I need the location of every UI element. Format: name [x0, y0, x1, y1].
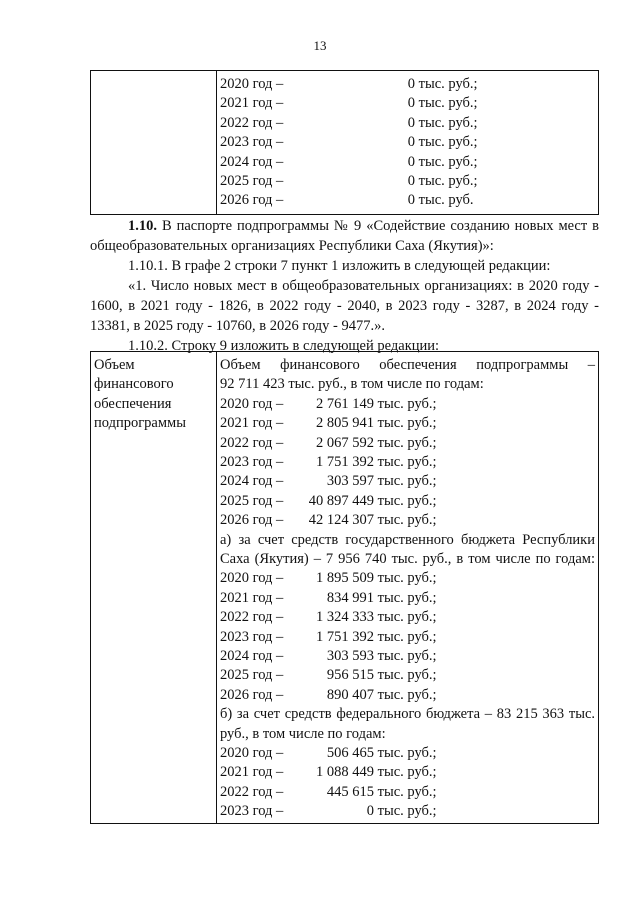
amount-unit: тыс. руб.; [418, 153, 478, 170]
amount-value: 2 761 149 [316, 395, 374, 412]
year-amount-row [220, 191, 595, 210]
amount-unit: тыс. руб.; [418, 172, 478, 189]
year-amount-row [220, 686, 595, 705]
amount-unit: тыс. руб.; [377, 783, 437, 800]
year-label: 2022 год – [220, 609, 284, 626]
year-label: 2022 год – [220, 114, 284, 131]
year-amount-row [220, 802, 595, 821]
amount-value: 1 751 392 [316, 628, 374, 645]
year-label: 2023 год – [220, 453, 284, 470]
amount-value: 0 [407, 134, 415, 151]
amount-value: 42 124 307 [308, 512, 374, 529]
financing-table-continuation [90, 70, 599, 215]
year-label: 2021 год – [220, 95, 284, 112]
amount-value: 1 324 333 [316, 609, 374, 626]
year-label: 2021 год – [220, 589, 284, 606]
amount-value: 0 [407, 95, 415, 112]
paragraph-new-places: «1. Число новых мест в общеобразовательных организациях: в 2020 году - 1600, в 2021 году - 1826, в 2022 году - 2040, в 2023 году - 3287, в 2024 году - 13381, в 2025 году - 10760, в 2026 году - 9477.». [90, 278, 599, 334]
amount-unit: тыс. руб.; [377, 764, 437, 781]
amount-unit: тыс. руб.; [418, 114, 478, 131]
year-amount-row [220, 414, 595, 433]
amount-value: 0 [407, 153, 415, 170]
amounts-cell [217, 71, 599, 215]
row-label [91, 352, 216, 436]
year-label: 2021 год – [220, 415, 284, 432]
amount-unit: тыс. руб.; [377, 647, 437, 664]
amount-unit: тыс. руб.; [377, 395, 437, 412]
year-label: 2026 год – [220, 512, 284, 529]
amount-value: 0 [407, 76, 415, 92]
amount-unit: тыс. руб.; [377, 434, 437, 451]
year-label: 2024 год – [220, 473, 284, 490]
year-label: 2023 год – [220, 803, 284, 820]
amount-unit: тыс. руб.; [418, 76, 478, 92]
amount-unit: тыс. руб.; [377, 609, 437, 626]
amount-value: 0 [407, 172, 415, 189]
amount-unit: тыс. руб.; [377, 492, 437, 509]
year-amount-row [220, 744, 595, 763]
year-label: 2023 год – [220, 134, 284, 151]
row-label-line: обеспечения [94, 395, 172, 412]
year-amount-row [220, 133, 595, 152]
amount-unit: тыс. руб.; [418, 134, 478, 151]
state-budget-by-year-list [220, 569, 595, 705]
amount-value: 1 088 449 [316, 764, 374, 781]
year-amount-row [220, 492, 595, 511]
amount-value: 506 465 [326, 744, 374, 761]
amount-unit: тыс. руб.; [377, 589, 437, 606]
amount-value: 0 [407, 192, 415, 209]
year-amount-row [220, 153, 595, 172]
federal-budget-heading-cont: руб., в том числе по годам: [220, 725, 386, 742]
amount-unit: тыс. руб.; [377, 473, 437, 490]
year-amount-row [220, 395, 595, 414]
amount-value: 0 [366, 803, 374, 820]
row-label-cell [91, 352, 217, 824]
year-label: 2020 год – [220, 744, 284, 761]
year-amount-row [220, 589, 595, 608]
year-label: 2025 год – [220, 172, 284, 189]
year-amount-row [220, 472, 595, 491]
amount-value: 1 751 392 [316, 453, 374, 470]
amount-value: 445 615 [326, 783, 374, 800]
amount-unit: тыс. руб.; [377, 453, 437, 470]
year-amount-row [220, 783, 595, 802]
amount-unit: тыс. руб.; [377, 744, 437, 761]
year-label: 2025 год – [220, 667, 284, 684]
amendment-text [90, 216, 599, 356]
year-amount-row [220, 511, 595, 530]
amount-unit: тыс. руб.; [377, 570, 437, 587]
financing-intro-cont: 92 711 423 тыс. руб., в том числе по годам: [220, 376, 484, 393]
year-amount-row [220, 94, 595, 113]
amount-unit: тыс. руб.; [377, 415, 437, 432]
total-by-year-list [220, 395, 595, 531]
amount-unit: тыс. руб.; [377, 628, 437, 645]
financing-details [217, 352, 598, 823]
amount-value: 2 067 592 [316, 434, 374, 451]
year-amount-row [220, 75, 595, 94]
year-label: 2026 год – [220, 192, 284, 209]
year-amount-row [220, 666, 595, 685]
federal-budget-heading: б) за счет средств федерального бюджета – 83 215 363 тыс. [220, 706, 595, 723]
year-label: 2023 год – [220, 628, 284, 645]
amount-value: 40 897 449 [308, 492, 374, 509]
paragraph-1-10-2: 1.10.2. Строку 9 изложить в следующей редакции: [128, 338, 440, 354]
year-amount-row [220, 763, 595, 782]
row-label-line: подпрограммы [94, 415, 186, 432]
financing-details-cell [217, 352, 599, 824]
year-label: 2025 год – [220, 492, 284, 509]
year-amount-row [220, 114, 595, 133]
year-label: 2020 год – [220, 395, 284, 412]
year-amount-row [220, 569, 595, 588]
label-cell-empty [91, 71, 217, 215]
paragraph-1-10-1: 1.10.1. В графе 2 строки 7 пункт 1 изложить в следующей редакции: [128, 258, 551, 274]
paragraph-1-10 [90, 216, 599, 256]
year-amount-row [220, 647, 595, 666]
amount-value: 890 407 [326, 686, 374, 703]
year-amount-row [220, 434, 595, 453]
federal-budget-by-year-list [220, 744, 595, 822]
amount-value: 303 597 [326, 473, 374, 490]
financing-volume-table [90, 351, 599, 824]
amount-value: 303 593 [326, 647, 374, 664]
year-label: 2024 год – [220, 647, 284, 664]
year-amount-row [220, 453, 595, 472]
amount-unit: тыс. руб.; [377, 686, 437, 703]
state-budget-heading: а) за счет средств государственного бюджета Республики [220, 531, 595, 548]
year-label: 2024 год – [220, 153, 284, 170]
year-amount-list [217, 71, 598, 214]
year-label: 2020 год – [220, 76, 284, 92]
amount-value: 956 515 [326, 667, 374, 684]
amount-unit: тыс. руб.; [377, 512, 437, 529]
page-number: 13 [313, 38, 327, 53]
year-label: 2026 год – [220, 686, 284, 703]
state-budget-heading-cont: Саха (Якутия) – 7 956 740 тыс. руб., в том числе по годам: [220, 550, 595, 567]
year-amount-row [220, 172, 595, 191]
year-label: 2020 год – [220, 570, 284, 587]
year-label: 2022 год – [220, 783, 284, 800]
amount-unit: тыс. руб. [418, 192, 474, 209]
paragraph-1-10-text: В паспорте подпрограммы № 9 «Содействие созданию новых мест в общеобразовательных организациях Республики Саха (Якутия)»: [90, 218, 599, 254]
year-amount-row [220, 608, 595, 627]
row-label-line: финансового [94, 376, 174, 393]
amount-value: 834 991 [326, 589, 374, 606]
amount-unit: тыс. руб.; [418, 95, 478, 112]
row-label-line: Объем [94, 357, 135, 373]
section-number: 1.10. [128, 218, 157, 234]
financing-intro: Объем финансового обеспечения подпрограммы – [220, 357, 595, 373]
amount-unit: тыс. руб.; [377, 803, 437, 820]
year-label: 2021 год – [220, 764, 284, 781]
amount-unit: тыс. руб.; [377, 667, 437, 684]
amount-value: 2 805 941 [316, 415, 374, 432]
year-amount-row [220, 628, 595, 647]
amount-value: 0 [407, 114, 415, 131]
amount-value: 1 895 509 [316, 570, 374, 587]
year-label: 2022 год – [220, 434, 284, 451]
